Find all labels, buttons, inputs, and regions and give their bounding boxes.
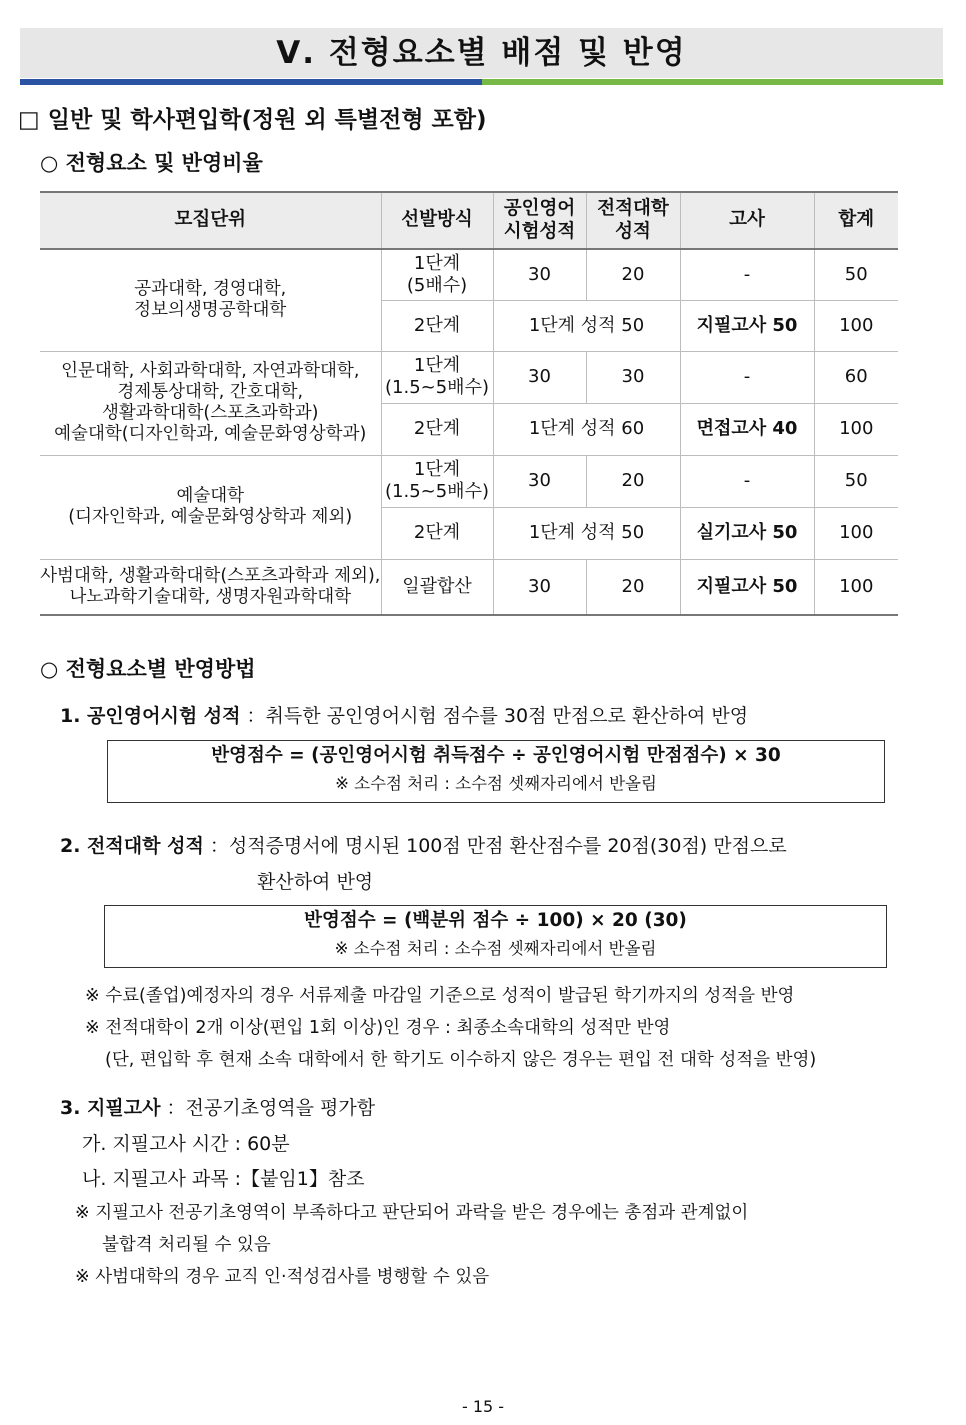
unit-cell: 사범대학, 생활과학대학(스포츠과학과 제외), 나노과학기술대학, 생명자원과학대학	[40, 559, 381, 615]
total-cell: 100	[814, 300, 898, 351]
header-method: 선발방식	[381, 192, 493, 249]
item1-formula: 반영점수 = (공인영어시험 취득점수 ÷ 공인영어시험 만점점수) × 30	[211, 745, 781, 766]
page-title: Ⅴ. 전형요소별 배점 및 반영	[276, 35, 687, 71]
method-cell: 1단계 (5배수)	[381, 249, 493, 300]
header-total: 합계	[814, 192, 898, 249]
item1-line	[60, 701, 748, 728]
item2-note: ※ 수료(졸업)예정자의 경우 서류제출 마감일 기준으로 성적이 발급된 학기까지의 성적을 반영	[85, 986, 795, 1006]
prev-cell: 20	[586, 559, 680, 615]
total-cell: 100	[814, 403, 898, 455]
exam-cell: 면접고사 40	[680, 403, 814, 455]
header-unit: 모집단위	[40, 192, 381, 249]
item2-note: ※ 전적대학이 2개 이상(편입 1회 이상)인 경우 : 최종소속대학의 성적만 반영	[85, 1018, 671, 1038]
total-cell: 60	[814, 351, 898, 403]
table-row	[40, 455, 898, 507]
method-cell: 1단계 (1.5~5배수)	[381, 455, 493, 507]
item1-rounding: ※ 소수점 처리 : 소수점 셋째자리에서 반올림	[335, 774, 657, 793]
carry-cell: 1단계 성적 50	[493, 507, 680, 559]
exam-cell: -	[680, 351, 814, 403]
table-header-row	[40, 192, 898, 249]
item3-note: ※ 사범대학의 경우 교직 인·적성검사를 병행할 수 있음	[75, 1267, 490, 1287]
item3-note: ※ 지필고사 전공기초영역이 부족하다고 판단되어 과락을 받은 경우에는 총점과 관계없이	[75, 1203, 749, 1223]
item2-line	[60, 831, 787, 858]
item2-note: (단, 편입학 후 현재 소속 대학에서 한 학기도 이수하지 않은 경우는 편입 전 대학 성적을 반영)	[105, 1050, 817, 1070]
method-cell: 1단계 (1.5~5배수)	[381, 351, 493, 403]
header-english: 공인영어 시험성적	[493, 192, 586, 249]
item3-label: 3. 지필고사	[60, 1097, 161, 1119]
carry-cell: 1단계 성적 60	[493, 403, 680, 455]
total-cell: 100	[814, 559, 898, 615]
exam-cell: 지필고사 50	[680, 559, 814, 615]
english-cell: 30	[493, 351, 586, 403]
title-underline-blue	[20, 79, 482, 85]
header-exam: 고사	[680, 192, 814, 249]
item1-label: 1. 공인영어시험 성적	[60, 705, 241, 727]
item1-formula-box	[107, 740, 885, 803]
table-row	[40, 249, 898, 300]
subsection-title-ratio: ○ 전형요소 및 반영비율	[40, 151, 263, 175]
exam-cell: -	[680, 455, 814, 507]
subsection-title-method: ○ 전형요소별 반영방법	[40, 657, 256, 681]
item2-desc: ：성적증명서에 명시된 100점 만점 환산점수를 20점(30점) 만점으로	[209, 835, 787, 857]
table-row	[40, 559, 898, 615]
english-cell: 30	[493, 559, 586, 615]
carry-cell: 1단계 성적 50	[493, 300, 680, 351]
item2-rounding: ※ 소수점 처리 : 소수점 셋째자리에서 반올림	[334, 939, 657, 958]
item3-b: 나. 지필고사 과목 :【붙임1】참조	[82, 1168, 365, 1190]
selection-ratio-table	[40, 191, 898, 616]
total-cell: 50	[814, 249, 898, 300]
exam-cell: 지필고사 50	[680, 300, 814, 351]
english-cell: 30	[493, 249, 586, 300]
item1-desc: ：취득한 공인영어시험 점수를 30점 만점으로 환산하여 반영	[246, 705, 749, 727]
unit-cell: 인문대학, 사회과학대학, 자연과학대학, 경제통상대학, 간호대학, 생활과학대학(스포츠과학과) 예술대학(디자인학과, 예술문화영상학과)	[40, 351, 381, 455]
item2-formula-box	[104, 905, 887, 968]
method-cell: 2단계	[381, 507, 493, 559]
item3-a: 가. 지필고사 시간 : 60분	[82, 1133, 290, 1155]
unit-cell: 예술대학 (디자인학과, 예술문화영상학과 제외)	[40, 455, 381, 559]
unit-cell: 공과대학, 경영대학, 정보의생명공학대학	[40, 249, 381, 351]
total-cell: 100	[814, 507, 898, 559]
item2-desc-cont: 환산하여 반영	[257, 871, 374, 893]
method-cell: 일괄합산	[381, 559, 493, 615]
item3-note: 불합격 처리될 수 있음	[102, 1235, 271, 1255]
total-cell: 50	[814, 455, 898, 507]
section-title: □ 일반 및 학사편입학(정원 외 특별전형 포함)	[18, 107, 487, 133]
prev-cell: 30	[586, 351, 680, 403]
page-number: - 15 -	[461, 1397, 505, 1416]
item3-line	[60, 1093, 375, 1120]
method-cell: 2단계	[381, 403, 493, 455]
english-cell: 30	[493, 455, 586, 507]
item3-desc: ：전공기초영역을 평가함	[166, 1097, 376, 1119]
header-prev: 전적대학 성적	[586, 192, 680, 249]
item2-formula: 반영점수 = (백분위 점수 ÷ 100) × 20 (30)	[304, 910, 687, 931]
item2-label: 2. 전적대학 성적	[60, 835, 204, 857]
prev-cell: 20	[586, 249, 680, 300]
table-row	[40, 351, 898, 403]
prev-cell: 20	[586, 455, 680, 507]
title-underline-green	[482, 79, 943, 85]
exam-cell: -	[680, 249, 814, 300]
exam-cell: 실기고사 50	[680, 507, 814, 559]
method-cell: 2단계	[381, 300, 493, 351]
